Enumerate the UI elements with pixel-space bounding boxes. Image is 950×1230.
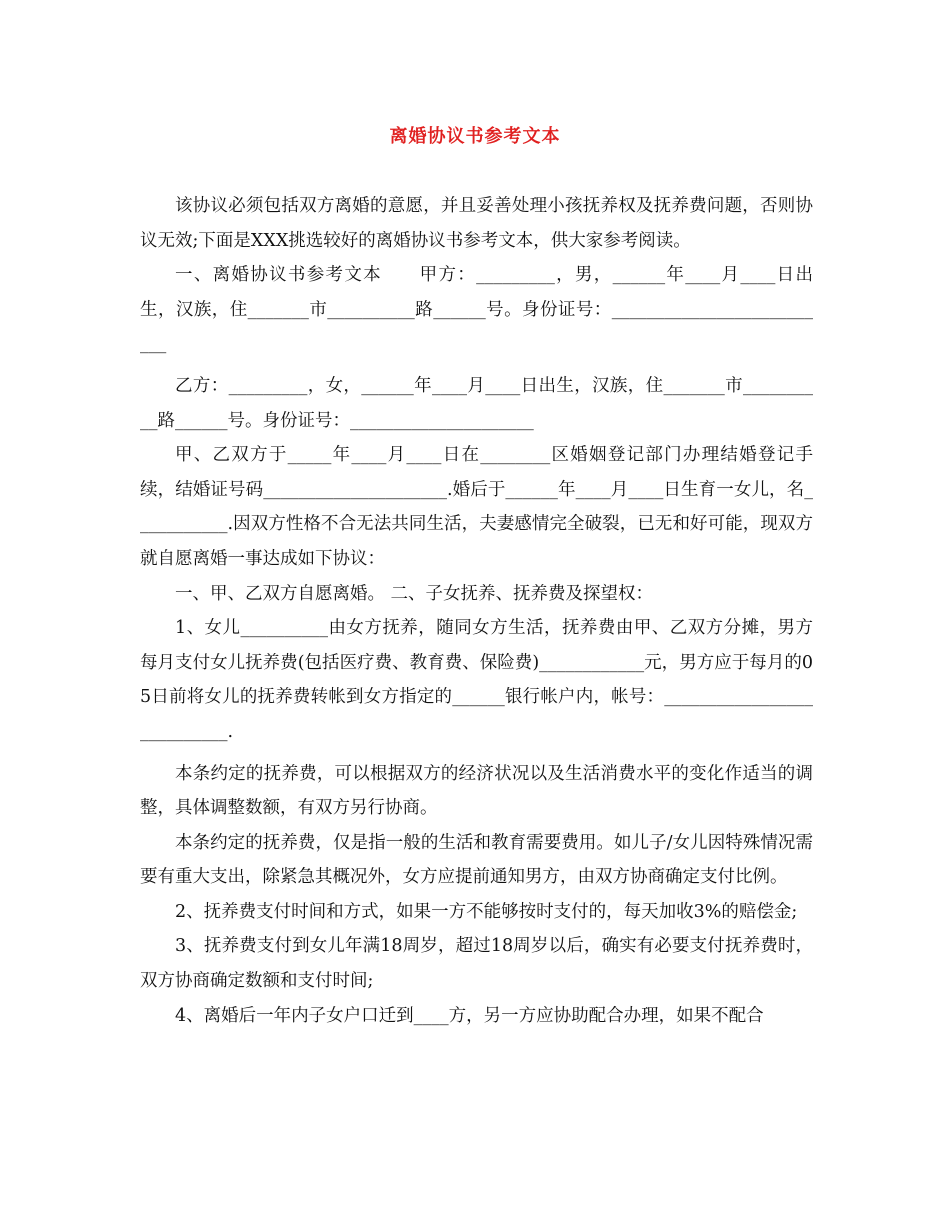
document-title: 离婚协议书参考文本 xyxy=(389,126,561,147)
paragraph-clause-2: 2、抚养费支付时间和方式，如果一方不能够按时支付的，每天加收3%的赔偿金; xyxy=(175,901,798,922)
paragraph-party-a: 一、离婚协议书参考文本 甲方：_________，男，______年____月____日出生，汉族，住_______市__________路______号。身份证号：__________________________ xyxy=(140,265,813,355)
document-body xyxy=(140,189,813,1033)
paragraph-adjustment: 本条约定的抚养费，可以根据双方的经济状况以及生活消费水平的变化作适当的调整，具体调整数额，有双方另行协商。 xyxy=(140,763,813,819)
paragraph-marriage-info: 甲、乙双方于_____年____月____日在________区婚姻登记部门办理结婚登记手续，结婚证号码_____________________.婚后于______年____月____日生育一女儿，名___________.因双方性格不合无法共同生活，夫妻感情完全破裂，已无和好可能，现双方就自愿离婚一事达成如下协议： xyxy=(140,445,813,569)
paragraph-intro: 该协议必须包括双方离婚的意愿，并且妥善处理小孩抚养权及抚养费问题，否则协议无效;下面是XXX挑选较好的离婚协议书参考文本，供大家参考阅读。 xyxy=(140,196,813,251)
paragraph-party-b: 乙方：_________，女，______年____月____日出生，汉族，住_______市__________路______号。身份证号：_____________________ xyxy=(140,375,813,431)
paragraph-clause-4: 4、离婚后一年内子女户口迁到____方，另一方应协助配合办理，如果不配合 xyxy=(175,1005,764,1026)
paragraph-clause-1: 1、女儿__________由女方抚养，随同女方生活，抚养费由甲、乙双方分摊，男方每月支付女儿抚养费(包括医疗费、教育费、保险费)____________元，男方应于每月的05日前将女儿的抚养费转帐到女方指定的______银行帐户内，帐号：___________________________. xyxy=(140,618,813,742)
paragraph-agreement-heading: 一、甲、乙双方自愿离婚。 二、子女抚养、抚养费及探望权： xyxy=(175,583,654,604)
paragraph-general-costs: 本条约定的抚养费，仅是指一般的生活和教育需要费用。如儿子/女儿因特殊情况需要有重大支出，除紧急其概况外，女方应提前通知男方，由双方协商确定支付比例。 xyxy=(140,832,813,888)
paragraph-clause-3: 3、抚养费支付到女儿年满18周岁，超过18周岁以后，确实有必要支付抚养费时，双方协商确定数额和支付时间; xyxy=(140,936,813,992)
